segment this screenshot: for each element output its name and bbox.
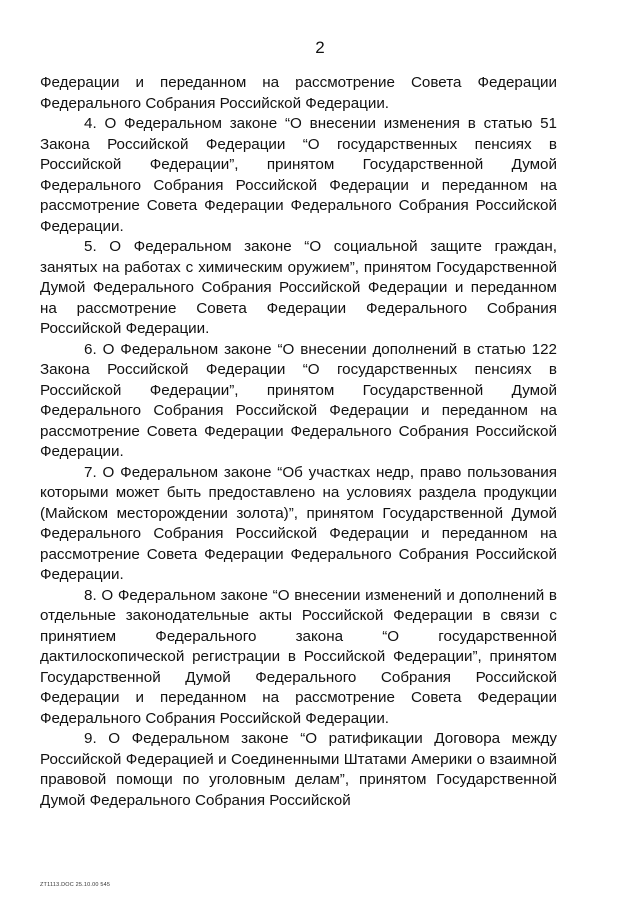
page-number: 2 [315,38,325,57]
document-body [40,73,557,811]
footer-document-code: ZT1113.DOC 25.10.00 545 [40,882,111,888]
paragraph-item-5: 5. О Федеральном законе “О социальной защите граждан, занятых на работах с химическим оружием”, принятом Государственной Думой Федерального Собрания Российской Федерации и переданном на рассмотрение Совета Федерации Федерального Собрания Российской Федерации. [40,238,557,337]
paragraph-item-9: 9. О Федеральном законе “О ратификации Договора между Российской Федерацией и Соединенными Штатами Америки о взаимной правовой помощи по уголовным делам”, принятом Государственной Думой Федерального Собрания Российской [40,730,557,809]
paragraph-item-4: 4. О Федеральном законе “О внесении изменения в статью 51 Закона Российской Федерации “О государственных пенсиях в Российской Федерации”, принятом Государственной Думой Федерального Собрания Российской Федерации и переданном на рассмотрение Совета Федерации Федерального Собрания Российской Федерации. [40,115,557,235]
paragraph-item-8: 8. О Федеральном законе “О внесении изменений и дополнений в отдельные законодательные акты Российской Федерации в связи с принятием Федерального закона “О государственной дактилоскопической регистрации в Российской Федерации”, принятом Государственной Думой Федерального Собрания Российской Федерации и переданном на рассмотрение Совета Федерации Федерального Собрания Российской Федерации. [40,586,557,727]
paragraph-item-6: 6. О Федеральном законе “О внесении дополнений в статью 122 Закона Российской Федерации “О государственных пенсиях в Российской Федерации”, принятом Государственной Думой Федерального Собрания Российской Федерации и переданном на рассмотрение Совета Федерации Федерального Собрания Российской Федерации. [40,340,557,460]
paragraph-item-7: 7. О Федеральном законе “Об участках недр, право пользования которыми может быть предоставлено на условиях раздела продукции (Майском месторождении золота)”, принятом Государственной Думой Федерального Собрания Российской Федерации и переданном на рассмотрение Совета Федерации Федерального Собрания Российской Федерации. [40,463,557,583]
paragraph-continuation: Федерации и переданном на рассмотрение Совета Федерации Федерального Собрания Российской Федерации. [40,74,557,112]
